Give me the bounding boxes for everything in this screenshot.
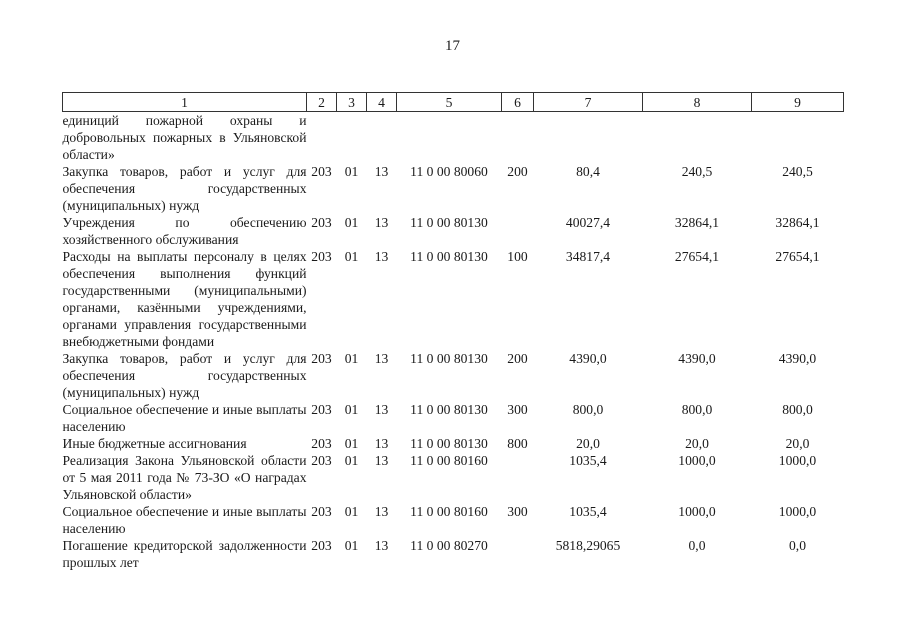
table-row: [63, 248, 844, 350]
row-name: Социальное обеспечение и иные выплаты населению: [62, 504, 307, 536]
header-row: [63, 93, 844, 112]
expense-type: 300: [507, 504, 528, 519]
amount-col9: [752, 112, 844, 164]
target-article: 11 0 00 80130: [410, 215, 488, 230]
section-code: 01: [344, 538, 359, 553]
admin-code: 203: [311, 504, 332, 519]
amount-col9: 4390,0: [778, 351, 817, 366]
amount-col7: 800,0: [572, 402, 604, 417]
subsection-code: 13: [374, 453, 389, 468]
column-header-6: 6: [502, 93, 534, 112]
subsection-code: 13: [374, 351, 389, 366]
column-header-1: 1: [63, 93, 307, 112]
column-header-5: 5: [397, 93, 502, 112]
expense-type: 200: [507, 164, 528, 179]
row-name: Расходы на выплаты персоналу в целях обеспечения выполнения функций государственными (муниципальными) органами, казёнными учреждениями, органами управления государственными внебюджетными фондами: [62, 249, 307, 349]
admin-code: 203: [311, 402, 332, 417]
amount-col8: 27654,1: [674, 249, 720, 264]
page-number: 17: [445, 38, 460, 54]
amount-col8: 32864,1: [674, 215, 720, 230]
table-row: [63, 163, 844, 214]
table-row: [63, 435, 844, 452]
amount-col7: 34817,4: [565, 249, 611, 264]
amount-col9: 1000,0: [778, 504, 817, 519]
row-name: Социальное обеспечение и иные выплаты населению: [62, 402, 307, 434]
table-row: [63, 452, 844, 503]
amount-col8: 1000,0: [678, 504, 716, 519]
column-header-4: 4: [367, 93, 397, 112]
admin-code: 203: [311, 436, 332, 451]
admin-code: 203: [311, 453, 332, 468]
admin-code: 203: [311, 538, 332, 553]
row-name: Учреждения по обеспечению хозяйственного обслуживания: [62, 215, 307, 247]
subsection-code: 13: [374, 538, 389, 553]
admin-code: 203: [311, 164, 332, 179]
amount-col9: 32864,1: [775, 215, 820, 230]
target-article: 11 0 00 80160: [410, 453, 488, 468]
amount-col9: 27654,1: [775, 249, 820, 264]
amount-col9: 20,0: [785, 436, 810, 451]
amount-col8: 0,0: [688, 538, 706, 553]
amount-col8: 240,5: [681, 164, 713, 179]
row-name: Иные бюджетные ассигнования: [62, 436, 247, 451]
section-code: 01: [344, 402, 359, 417]
column-header-7: 7: [534, 93, 643, 112]
amount-col7: 4390,0: [569, 351, 607, 366]
column-header-9: 9: [752, 93, 844, 112]
amount-col7: 40027,4: [565, 215, 611, 230]
admin-code: 203: [311, 215, 332, 230]
column-header-8: 8: [643, 93, 752, 112]
amount-col8: 4390,0: [678, 351, 716, 366]
section-code: 01: [344, 453, 359, 468]
section-code: 01: [344, 215, 359, 230]
admin-code: 203: [311, 351, 332, 366]
budget-table: [62, 92, 844, 571]
amount-col7: [534, 112, 643, 164]
expense-type: 100: [507, 249, 528, 264]
amount-col8: 800,0: [681, 402, 713, 417]
row-name: Закупка товаров, работ и услуг для обеспечения государственных (муниципальных) нужд: [62, 164, 307, 213]
amount-col9: 240,5: [782, 164, 813, 179]
table-body: [63, 112, 844, 572]
amount-col8: 1000,0: [678, 453, 716, 468]
section-code: 01: [344, 249, 359, 264]
expense-type: [502, 112, 534, 164]
section-code: 01: [344, 436, 359, 451]
table-row: [63, 350, 844, 401]
column-header-2: 2: [307, 93, 337, 112]
admin-code: 203: [311, 249, 332, 264]
amount-col7: 1035,4: [569, 453, 607, 468]
column-header-3: 3: [337, 93, 367, 112]
expense-type: [502, 452, 534, 503]
amount-col9: 0,0: [789, 538, 806, 553]
amount-col7: 80,4: [576, 164, 600, 179]
table-row: [63, 401, 844, 435]
subsection-code: 13: [374, 436, 389, 451]
table-row: [63, 112, 844, 164]
target-article: 11 0 00 80130: [410, 249, 488, 264]
amount-col8: 20,0: [685, 436, 709, 451]
target-article: [397, 112, 502, 164]
expense-type: [502, 214, 534, 248]
amount-col9: 1000,0: [778, 453, 817, 468]
subsection-code: 13: [374, 215, 389, 230]
amount-col7: 20,0: [576, 436, 600, 451]
expense-type: [502, 537, 534, 571]
row-name: Реализация Закона Ульяновской области от 5 мая 2011 года № 73-ЗО «О наградах Ульяновской области»: [62, 453, 307, 502]
section-code: [337, 112, 367, 164]
subsection-code: 13: [374, 164, 389, 179]
amount-col8: [643, 112, 752, 164]
subsection-code: 13: [374, 249, 389, 264]
target-article: 11 0 00 80160: [410, 504, 488, 519]
table-row: [63, 214, 844, 248]
admin-code: [307, 112, 337, 164]
expense-type: 200: [507, 351, 528, 366]
subsection-code: [367, 112, 397, 164]
target-article: 11 0 00 80060: [410, 164, 488, 179]
row-name: единиций пожарной охраны и добровольных пожарных в Ульяновской области»: [62, 113, 307, 162]
target-article: 11 0 00 80130: [410, 402, 488, 417]
table-row: [63, 503, 844, 537]
target-article: 11 0 00 80130: [410, 436, 488, 451]
expense-type: 300: [507, 402, 528, 417]
row-name: Погашение кредиторской задолженности прошлых лет: [62, 538, 307, 570]
amount-col9: 800,0: [782, 402, 813, 417]
expense-type: 800: [507, 436, 528, 451]
subsection-code: 13: [374, 402, 389, 417]
section-code: 01: [344, 504, 359, 519]
amount-col7: 1035,4: [569, 504, 607, 519]
section-code: 01: [344, 351, 359, 366]
table-row: [63, 537, 844, 571]
target-article: 11 0 00 80270: [410, 538, 488, 553]
subsection-code: 13: [374, 504, 389, 519]
target-article: 11 0 00 80130: [410, 351, 488, 366]
section-code: 01: [344, 164, 359, 179]
row-name: Закупка товаров, работ и услуг для обеспечения государственных (муниципальных) нужд: [62, 351, 307, 400]
amount-col7: 5818,29065: [555, 538, 621, 553]
